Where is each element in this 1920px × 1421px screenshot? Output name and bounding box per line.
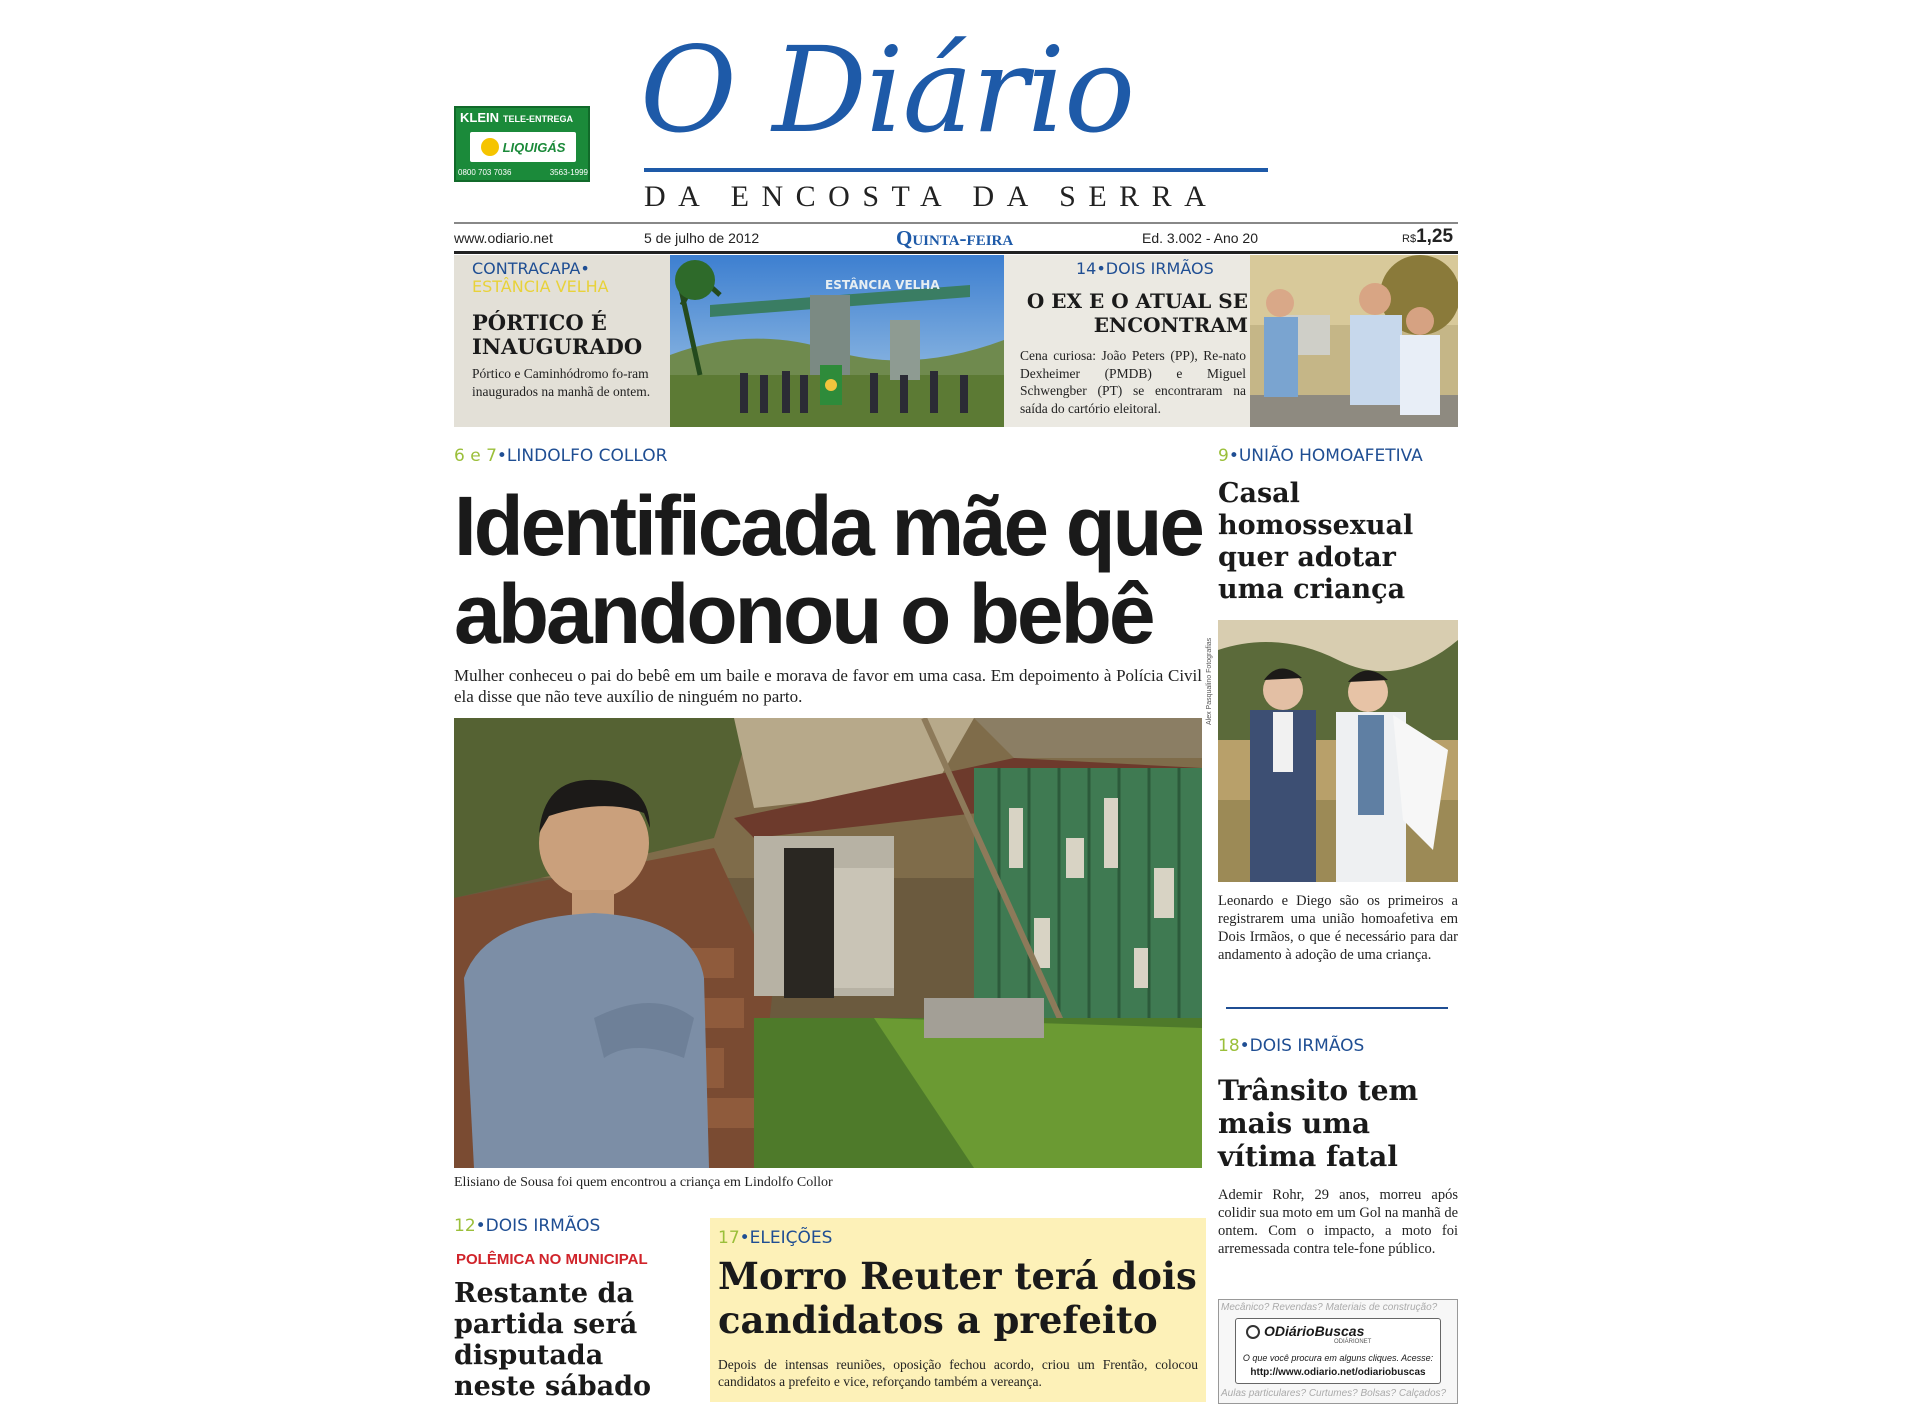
main-story-kicker (454, 446, 667, 466)
klein-liquigas-ad[interactable] (454, 106, 590, 182)
logo-rule (644, 168, 1268, 172)
newspaper-logo: O Diário (640, 21, 1135, 159)
ad-klein-gas: LIQUIGÁS (502, 139, 566, 155)
ad-buscas-card (1235, 1318, 1441, 1384)
weekday: Quinta-feira (896, 226, 1014, 250)
teaser-right-kicker (1076, 259, 1214, 278)
newspaper-subtitle: DA ENCOSTA DA SERRA (644, 180, 1219, 213)
ad-buscas-brand-sub: ODIÁRIONET (1334, 1339, 1372, 1345)
ad-klein-brand: KLEIN (460, 110, 499, 125)
side-story-1-text: Leonardo e Diego são os primeiros a registrarem uma união homoafetiva em Dois Irmãos, o que é necessário para dar andamento à adoção de uma criança. (1218, 893, 1458, 963)
side-story-2-section: •DOIS IRMÃOS (1239, 1036, 1365, 1056)
teaser-left[interactable] (454, 255, 670, 427)
website-link[interactable]: www.odiario.net (454, 230, 553, 246)
couple-photo (1218, 620, 1458, 882)
ad-buscas-tagline: O que você procura em alguns cliques. Acesse: (1242, 1353, 1434, 1363)
section-divider (1226, 1007, 1448, 1009)
main-headline-line-2: abandonou o bebê (454, 567, 1153, 661)
bottom-left-kicker (454, 1216, 600, 1236)
teaser-right-title: O EX E O ATUAL SE ENCONTRAM (1026, 289, 1248, 337)
bottom-center-section: •ELEIÇÕES (739, 1228, 833, 1248)
edition-number: Ed. 3.002 - Ano 20 (1142, 230, 1258, 246)
ad-klein-phone-2: 3563-1999 (549, 168, 588, 177)
teaser-left-text: Pórtico e Caminhódromo fo-ram inaugurados na manhã de ontem. (472, 366, 651, 399)
bottom-left-red-kicker: POLÊMICA NO MUNICIPAL (456, 1251, 648, 1268)
side-story-2-page: 18 (1218, 1036, 1240, 1056)
side-story-2-kicker (1218, 1036, 1364, 1056)
ad-klein-service: TELE-ENTREGA (503, 114, 574, 124)
ad-buscas-bg-line-1: Mecânico? Revendas? Materiais de construção? (1221, 1302, 1438, 1313)
teaser-left-title: PÓRTICO É INAUGURADO (472, 310, 643, 359)
side-story-1-kicker (1218, 446, 1423, 466)
side-story-1-headline: Casal homossexual quer adotar uma criança (1218, 478, 1414, 605)
portico-sign-text: ESTÂNCIA VELHA (825, 278, 940, 292)
ad-buscas-brand: ODiárioBuscas (1264, 1323, 1365, 1339)
bottom-center-kicker (718, 1228, 832, 1248)
ad-klein-phone-1: 0800 703 7036 (458, 168, 512, 177)
bottom-center-text: Depois de intensas reuniões, oposição fechou acordo, criou um Frentão, colocou candidatos a prefeito e vice, reforçando também a vereança. (718, 1357, 1198, 1389)
bottom-center-page: 17 (718, 1228, 740, 1248)
bottom-center-box[interactable] (710, 1218, 1206, 1402)
price-value: 1,25 (1416, 226, 1454, 247)
teaser-right-page: 14 (1076, 259, 1097, 278)
bottom-left-section: •DOIS IRMÃOS (475, 1216, 601, 1236)
teaser-right[interactable] (1004, 255, 1250, 427)
price (1402, 226, 1453, 248)
bottom-left-headline: Restante da partida será disputada neste sábado (454, 1278, 652, 1402)
dateline-rule-top (454, 222, 1458, 224)
main-story-deck: Mulher conheceu o pai do bebê em um baile e morava de favor em uma casa. Em depoimento à Polícia Civil ela disse que não teve auxílio de ninguém no parto. (454, 666, 1202, 706)
main-story-section: •LINDOLFO COLLOR (496, 446, 668, 466)
politicians-photo (1250, 255, 1458, 427)
bottom-left-page: 12 (454, 1216, 476, 1236)
teaser-left-label: CONTRACAPA• (472, 259, 590, 278)
main-story-pages: 6 e 7 (454, 446, 497, 466)
side-story-1-page: 9 (1218, 446, 1229, 466)
teaser-right-label: •DOIS IRMÃOS (1096, 259, 1214, 278)
side-story-2-headline: Trânsito tem mais uma vítima fatal (1218, 1074, 1419, 1173)
odiario-buscas-ad[interactable] (1218, 1299, 1458, 1404)
portico-photo (670, 255, 1004, 427)
couple-photo-credit: Alex Pasqualino Fotografias (1206, 637, 1213, 725)
bottom-center-headline: Morro Reuter terá dois candidatos a prefeito (718, 1254, 1197, 1342)
ad-buscas-url[interactable]: http://www.odiario.net/odiariobuscas (1250, 1367, 1426, 1378)
price-currency: R$ (1402, 233, 1417, 245)
liquigas-logo (470, 132, 576, 162)
teaser-left-sublabel: ESTÂNCIA VELHA (472, 277, 609, 296)
teaser-right-text: Cena curiosa: João Peters (PP), Re-nato Dexheimer (PMDB) e Miguel Schwengber (PT) se encontraram na saída do cartório eleitoral. (1020, 348, 1246, 416)
dateline (454, 226, 1458, 252)
side-story-1-section: •UNIÃO HOMOAFETIVA (1228, 446, 1423, 466)
side-story-2-text: Ademir Rohr, 29 anos, morreu após colidir sua moto em um Gol na manhã de ontem. Com o impacto, a moto foi arremessada contra tele-fone público. (1218, 1187, 1459, 1257)
main-photo (454, 718, 1202, 1168)
main-photo-caption: Elisiano de Sousa foi quem encontrou a criança em Lindolfo Collor (454, 1175, 833, 1190)
issue-date: 5 de julho de 2012 (644, 230, 760, 246)
sun-icon (481, 138, 499, 156)
main-headline-line-1: Identificada mãe que (454, 479, 1202, 573)
dateline-rule-bottom (454, 251, 1458, 254)
ad-buscas-bg-line-2: Aulas particulares? Curtumes? Bolsas? Calçados? (1221, 1388, 1447, 1399)
magnifier-icon (1246, 1325, 1260, 1339)
